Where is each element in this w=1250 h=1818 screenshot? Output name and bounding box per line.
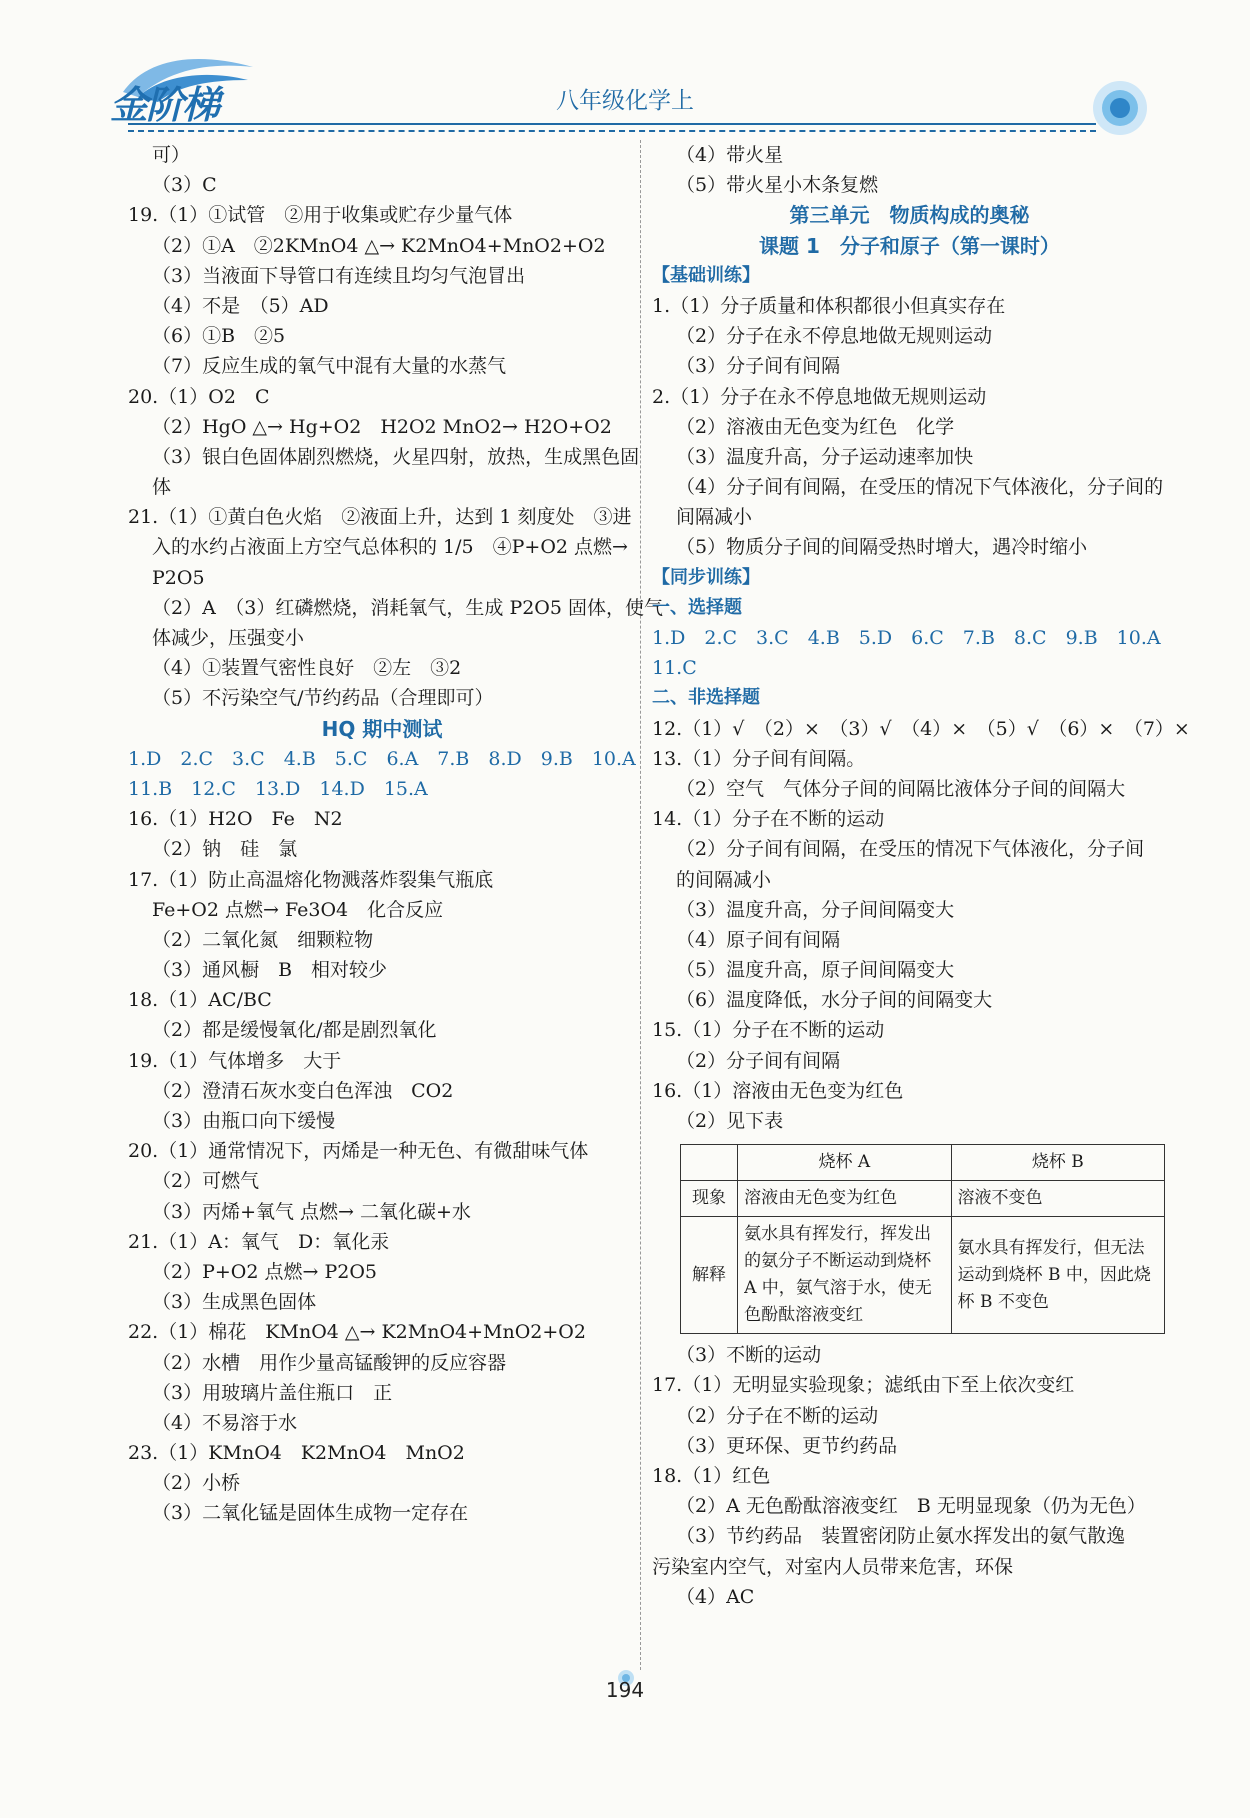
table-row-header: 现象: [681, 1181, 738, 1217]
answer-line: （3）温度升高，分子间间隔变大: [676, 898, 955, 921]
answer-line: Fe+O2 点燃→ Fe3O4 化合反应: [152, 898, 444, 921]
answer-line: （4）不是 （5）AD: [152, 294, 329, 317]
answer-line: （2）P+O2 点燃→ P2O5: [152, 1260, 377, 1283]
table-cell: 溶液不变色: [951, 1181, 1164, 1217]
table-row-header: 解释: [681, 1217, 738, 1334]
answer-line: （2）A 无色酚酞溶液变红 B 无明显现象（仍为无色）: [676, 1495, 1146, 1518]
answer-line: （7）反应生成的氧气中混有大量的水蒸气: [152, 355, 507, 378]
table-cell: 氨水具有挥发行，但无法运动到烧杯 B 中，因此烧杯 B 不变色: [951, 1217, 1164, 1334]
answer-line: （4）AC: [676, 1585, 755, 1608]
answer-line: 1.（1）分子质量和体积都很小但真实存在: [652, 294, 1006, 317]
answer-line: （2）澄清石灰水变白色浑浊 CO2: [152, 1079, 454, 1102]
answer-line: （5）不污染空气/节约药品（合理即可）: [152, 687, 494, 710]
page-number-label: 194: [605, 1678, 645, 1702]
answer-line: 20.（1）O2 C: [128, 385, 270, 408]
section-tag: 【基础训练】: [652, 264, 760, 286]
answer-line: （2）HgO △→ Hg+O2 H2O2 MnO2→ H2O+O2: [152, 415, 612, 438]
answer-line: （2）都是缓慢氧化/都是剧烈氧化: [152, 1019, 437, 1042]
answer-line: （3）由瓶口向下缓慢: [152, 1110, 336, 1132]
answer-line: （2）溶液由无色变为红色 化学: [676, 415, 955, 438]
answer-line: 20.（1）通常情况下，丙烯是一种无色、有微甜味气体: [128, 1140, 589, 1163]
answer-line: 13.（1）分子间有间隔。: [652, 747, 866, 770]
answer-line: （3）温度升高，分子运动速率加快: [676, 445, 974, 468]
answer-line: （2）分子在不断的运动: [676, 1404, 879, 1427]
answer-line: （2）小桥: [152, 1472, 241, 1495]
section-tag: 【同步训练】: [652, 566, 760, 588]
answer-line: 2.（1）分子在永不停息地做无规则运动: [652, 385, 987, 408]
table-cell: 氨水具有挥发行，挥发出的氨分子不断运动到烧杯 A 中，氨气溶于水，使无色酚酞溶液变红: [738, 1217, 951, 1334]
answer-line: （5）带火星小木条复燃: [676, 174, 879, 197]
answer-line: 21.（1）A：氧气 D：氧化汞: [128, 1230, 390, 1253]
answer-table: [680, 1144, 1165, 1334]
answer-line: 18.（1）红色: [652, 1464, 771, 1487]
answer-line: 间隔减小: [676, 506, 753, 529]
answer-line: （6）温度降低，水分子间的间隔变大: [676, 989, 993, 1012]
logo: 金阶梯: [110, 82, 219, 127]
answer-line: （2）分子间有间隔: [676, 1049, 841, 1072]
answer-line: （2）分子在永不停息地做无规则运动: [676, 325, 993, 348]
table-header: 烧杯 A: [738, 1145, 951, 1181]
answer-line: （3）分子间有间隔: [676, 355, 841, 378]
answer-line: （4）分子间有间隔，在受压的情况下气体液化，分子间的: [676, 476, 1164, 499]
answer-line: 12.（1）√ （2）× （3）√ （4）× （5）√ （6）× （7）×: [652, 717, 1190, 740]
header-rule-dashed: [128, 130, 1096, 132]
answer-line: （2）见下表: [676, 1110, 784, 1132]
answer-line: （3）不断的运动: [676, 1344, 822, 1367]
answer-line: （5）温度升高，原子间间隔变大: [676, 959, 955, 982]
page-number: [590, 1668, 660, 1714]
answer-line: （2）分子间有间隔，在受压的情况下气体液化，分子间: [676, 838, 1145, 861]
answer-line: （6）①B ②5: [152, 325, 286, 348]
header-rule: [128, 123, 1096, 125]
answer-line: （4）不易溶于水: [152, 1411, 298, 1434]
answer-line: （3）通风橱 B 相对较少: [152, 959, 388, 982]
page-title: 八年级化学上: [556, 88, 694, 114]
lesson-heading: 课题 1 分子和原子（第一课时）: [759, 233, 1060, 258]
table-row: [681, 1145, 1165, 1181]
answer-line: 22.（1）棉花 KMnO4 △→ K2MnO4+MnO2+O2: [128, 1321, 586, 1344]
subsection-heading: 二、非选择题: [652, 687, 760, 709]
answer-line: （2）①A ②2KMnO4 △→ K2MnO4+MnO2+O2: [152, 234, 606, 257]
subsection-heading: 一、选择题: [652, 596, 742, 618]
table-header: 烧杯 B: [951, 1145, 1164, 1181]
answer-line: （2）二氧化氮 细颗粒物: [152, 928, 374, 951]
answer-line: （2）空气 气体分子间的间隔比液体分子间的间隔大: [676, 777, 1126, 800]
answer-line: （3）节约药品 装置密闭防止氨水挥发出的氨气散逸: [676, 1525, 1126, 1548]
answer-line: （3）丙烯+氧气 点燃→ 二氧化碳+水: [152, 1200, 471, 1223]
answer-line: （3）当液面下导管口有连续且均匀气泡冒出: [152, 264, 526, 287]
answer-line: 可）: [152, 144, 191, 166]
answer-line: （3）生成黑色固体: [152, 1291, 317, 1314]
answer-line: （4）原子间有间隔: [676, 928, 841, 951]
answer-line: 体减少，压强变小: [152, 627, 305, 649]
answer-line: （3）C: [152, 174, 217, 197]
answer-line: 14.（1）分子在不断的运动: [652, 808, 885, 831]
unit-heading: 第三单元 物质构成的奥秘: [789, 203, 1030, 228]
answer-line: 19.（1）气体增多 大于: [128, 1049, 342, 1072]
answer-line: （3）银白色固体剧烈燃烧，火星四射，放热，生成黑色固: [152, 445, 640, 468]
answer-line: （2）水槽 用作少量高锰酸钾的反应容器: [152, 1351, 507, 1374]
answer-line: （2）钠 硅 氯: [152, 838, 298, 861]
answer-line: 1.D 2.C 3.C 4.B 5.D 6.C 7.B 8.C 9.B 10.A: [652, 627, 1161, 649]
answer-line: （3）用玻璃片盖住瓶口 正: [152, 1381, 393, 1404]
table-cell: [681, 1145, 738, 1181]
flower-icon: [1090, 78, 1150, 138]
answer-line: 的间隔减小: [676, 868, 772, 891]
answer-line: （4）带火星: [676, 144, 784, 166]
answer-line: （3）二氧化锰是固体生成物一定存在: [152, 1502, 469, 1525]
section-heading: HQ 期中测试: [321, 716, 443, 741]
answer-line: 污染室内空气，对室内人员带来危害，环保: [652, 1555, 1014, 1578]
answer-line: 15.（1）分子在不断的运动: [652, 1019, 885, 1042]
answer-line: 19.（1）①试管 ②用于收集或贮存少量气体: [128, 204, 513, 227]
table-row: [681, 1217, 1165, 1334]
answer-line: P2O5: [152, 566, 205, 589]
answer-line: 体: [152, 476, 172, 499]
answer-line: 1.D 2.C 3.C 4.B 5.C 6.A 7.B 8.D 9.B 10.A: [128, 747, 636, 770]
table-row: [681, 1181, 1165, 1217]
right-column: [652, 140, 1190, 1612]
answer-line: 入的水约占液面上方空气总体积的 1/5 ④P+O2 点燃→: [152, 536, 628, 559]
answer-line: 18.（1）AC/BC: [128, 989, 272, 1012]
answer-line: （2）可燃气: [152, 1170, 260, 1193]
answer-line: （4）①装置气密性良好 ②左 ③2: [152, 657, 462, 680]
answer-line: 16.（1）H2O Fe N2: [128, 808, 343, 831]
answer-line: （3）更环保、更节约药品: [676, 1434, 898, 1457]
answer-line: 23.（1）KMnO4 K2MnO4 MnO2: [128, 1442, 465, 1465]
column-divider: [640, 140, 641, 1670]
answer-line: 17.（1）防止高温熔化物溅落炸裂集气瓶底: [128, 868, 494, 891]
answer-line: 17.（1）无明显实验现象；滤纸由下至上依次变红: [652, 1374, 1075, 1397]
page-header: [0, 0, 1250, 160]
answer-line: 21.（1）①黄白色火焰 ②液面上升，达到 1 刻度处 ③进: [128, 506, 632, 529]
answer-line: （5）物质分子间的间隔受热时增大，遇冷时缩小: [676, 536, 1088, 559]
answer-line: （2）A （3）红磷燃烧，消耗氧气，生成 P2O5 固体，使气: [152, 596, 664, 619]
answer-line: 11.B 12.C 13.D 14.D 15.A: [128, 777, 428, 800]
answer-line: 11.C: [652, 657, 697, 680]
left-column: [128, 140, 664, 1529]
table-cell: 溶液由无色变为红色: [738, 1181, 951, 1217]
answer-line: 16.（1）溶液由无色变为红色: [652, 1079, 904, 1102]
